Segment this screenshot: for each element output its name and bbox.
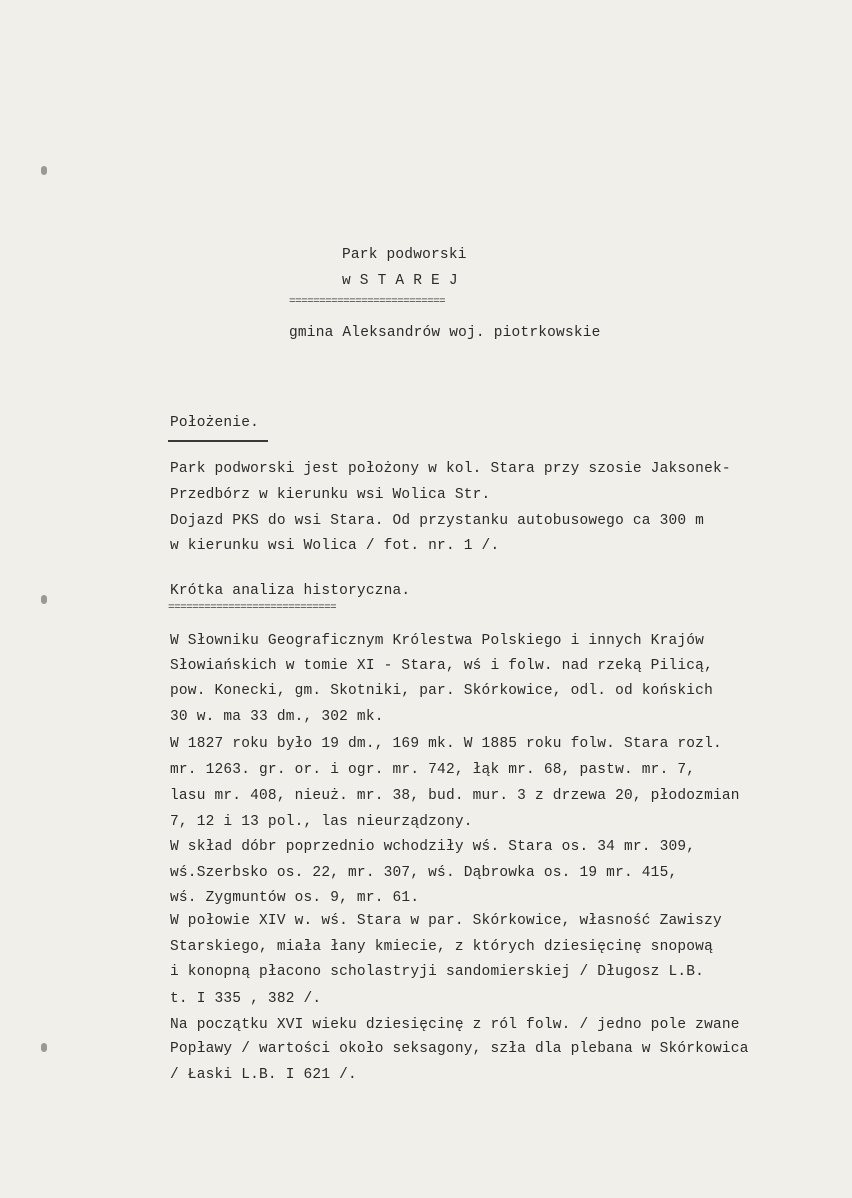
- text-line: W połowie XIV w. wś. Stara w par. Skórkowice, własność Zawiszy: [170, 913, 722, 929]
- section-heading-location: Położenie.: [170, 415, 260, 431]
- title-double-rule: ==========================: [289, 296, 446, 308]
- text-line: i konopną płacono scholastryji sandomierskiej / Długosz L.B.: [170, 964, 705, 980]
- text-line: t. I 335 , 382 /.: [170, 991, 322, 1007]
- text-line: W 1827 roku było 19 dm., 169 mk. W 1885 roku folw. Stara rozl.: [170, 736, 722, 752]
- document-title-place: w S T A R E J: [342, 273, 458, 289]
- text-line: w kierunku wsi Wolica / fot. nr. 1 /.: [170, 538, 500, 554]
- text-line: Przedbórz w kierunku wsi Wolica Str.: [170, 487, 491, 503]
- text-line: Słowiańskich w tomie XI - Stara, wś i folw. nad rzeką Pilicą,: [170, 658, 713, 674]
- punch-hole-mark: [41, 595, 47, 604]
- section-heading-history: Krótka analiza historyczna.: [170, 583, 411, 599]
- text-line: wś.Szerbsko os. 22, mr. 307, wś. Dąbrowka os. 19 mr. 415,: [170, 865, 678, 881]
- document-title: Park podworski: [342, 247, 467, 263]
- punch-hole-mark: [41, 1043, 47, 1052]
- text-line: 30 w. ma 33 dm., 302 mk.: [170, 709, 384, 725]
- text-line: Popławy / wartości około seksagony, szła dla plebana w Skórkowica: [170, 1041, 749, 1057]
- text-line: Dojazd PKS do wsi Stara. Od przystanku autobusowego ca 300 m: [170, 513, 705, 529]
- text-line: Starskiego, miała łany kmiecie, z których dziesięcinę snopową: [170, 939, 713, 955]
- text-line: / Łaski L.B. I 621 /.: [170, 1067, 357, 1083]
- document-subtitle: gmina Aleksandrów woj. piotrkowskie: [289, 325, 601, 341]
- text-line: pow. Konecki, gm. Skotniki, par. Skórkowice, odl. od końskich: [170, 683, 713, 699]
- text-line: Na początku XVI wieku dziesięcinę z ról folw. / jedno pole zwane: [170, 1017, 740, 1033]
- text-line: Park podworski jest położony w kol. Stara przy szosie Jaksonek-: [170, 461, 731, 477]
- text-line: 7, 12 i 13 pol., las nieurządzony.: [170, 814, 473, 830]
- text-line: W skład dóbr poprzednio wchodziły wś. Stara os. 34 mr. 309,: [170, 839, 696, 855]
- section-heading-underline: [168, 440, 268, 442]
- text-line: mr. 1263. gr. or. i ogr. mr. 742, łąk mr. 68, pastw. mr. 7,: [170, 762, 696, 778]
- text-line: wś. Zygmuntów os. 9, mr. 61.: [170, 890, 420, 906]
- text-line: lasu mr. 408, nieuż. mr. 38, bud. mur. 3 z drzewa 20, płodozmian: [170, 788, 740, 804]
- punch-hole-mark: [41, 166, 47, 175]
- section-heading-double-rule: ============================: [168, 602, 337, 614]
- text-line: W Słowniku Geograficznym Królestwa Polskiego i innych Krajów: [170, 633, 705, 649]
